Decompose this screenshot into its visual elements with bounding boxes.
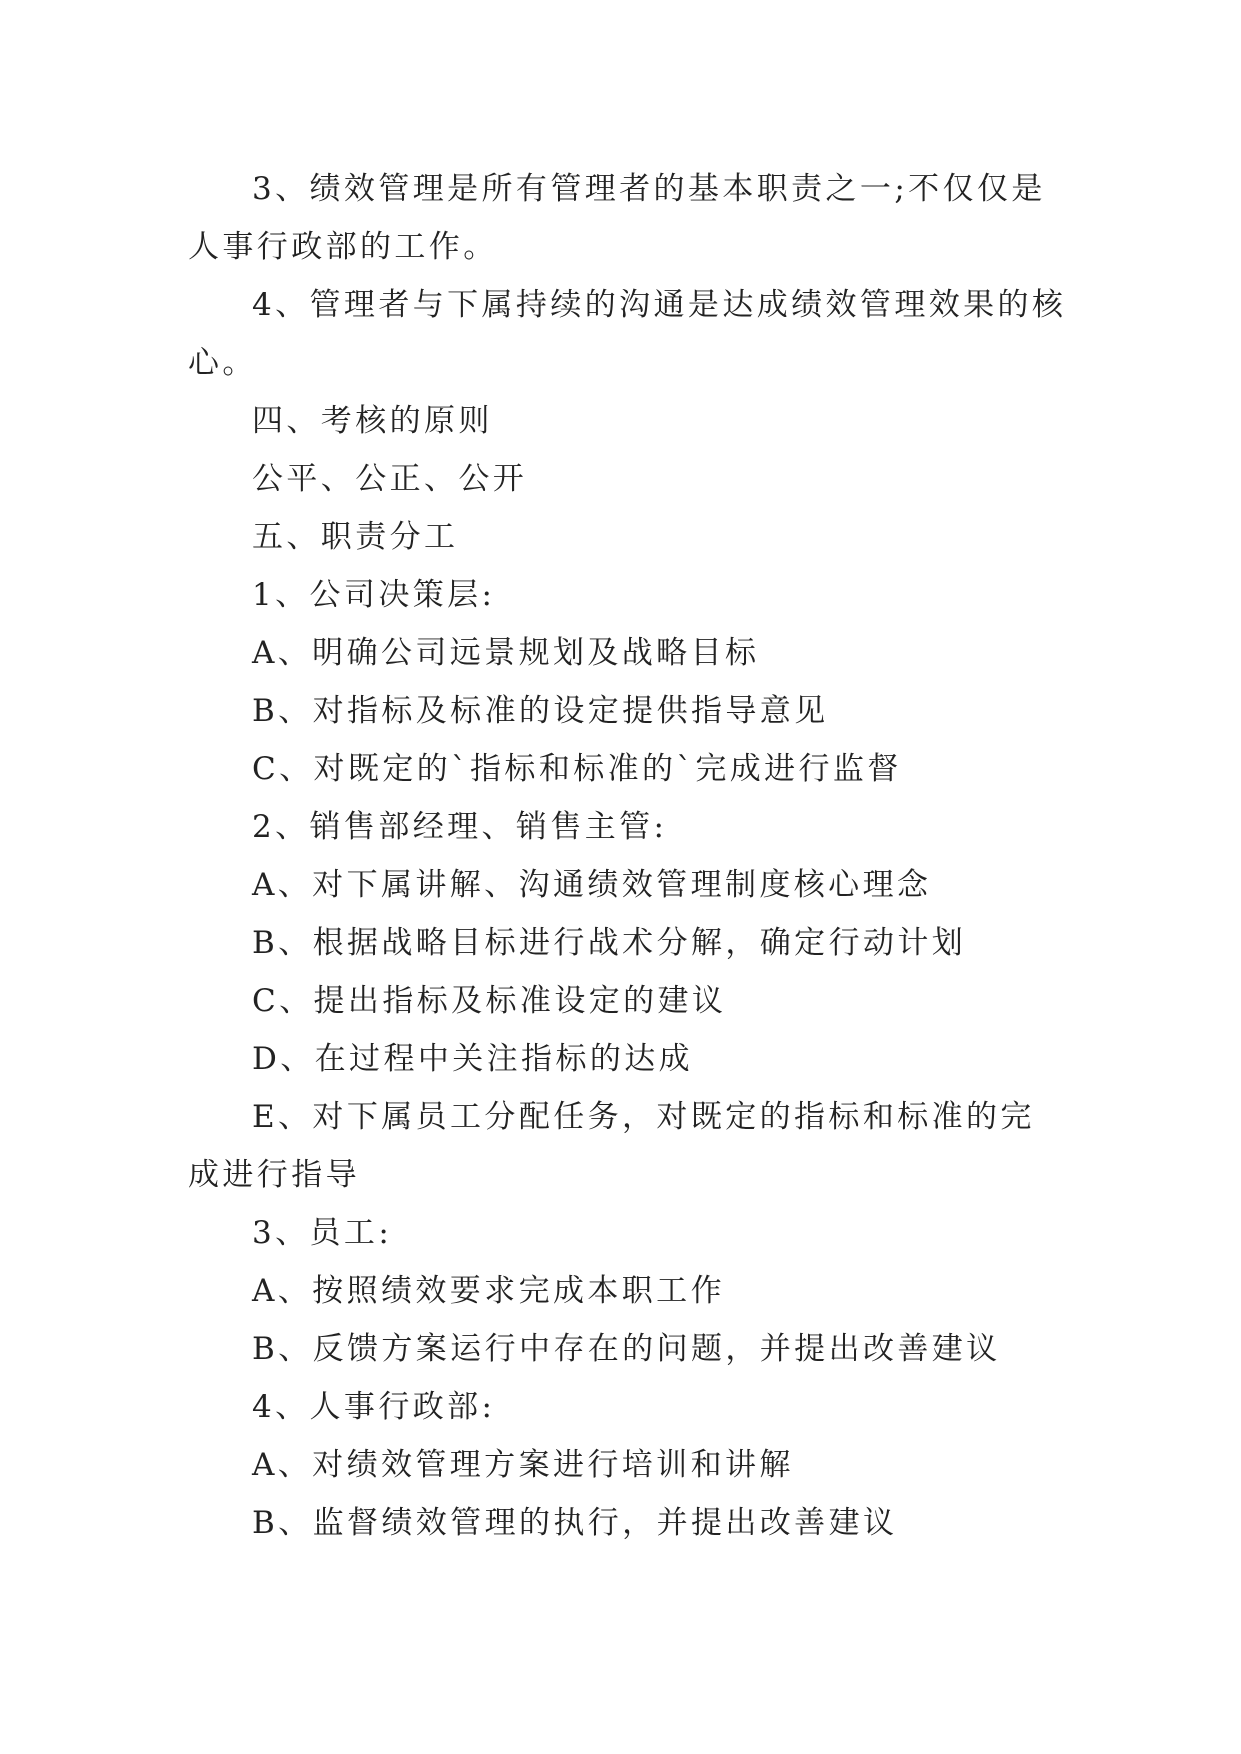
- subheading-sales-managers: 2、销售部经理、销售主管:: [252, 809, 668, 845]
- subheading-decision-layer: 1、公司决策层:: [252, 577, 496, 613]
- list-item: C、对既定的`指标和标准的`完成进行监督: [252, 751, 902, 787]
- list-item: B、监督绩效管理的执行，并提出改善建议: [252, 1505, 898, 1541]
- list-item: A、明确公司远景规划及战略目标: [252, 635, 760, 671]
- list-item: A、对下属讲解、沟通绩效管理制度核心理念: [252, 867, 932, 903]
- list-item: E、对下属员工分配任务，对既定的指标和标准的完成进行指导: [188, 1099, 1035, 1193]
- section-heading-responsibilities: 五、职责分工: [252, 519, 459, 555]
- paragraph-item-4-communication: 4、管理者与下属持续的沟通是达成绩效管理效果的核心。: [188, 287, 1067, 381]
- list-item: A、按照绩效要求完成本职工作: [252, 1273, 725, 1309]
- subheading-employees: 3、员工:: [252, 1215, 393, 1251]
- list-item: B、对指标及标准的设定提供指导意见: [252, 693, 829, 729]
- document-body: [188, 160, 1068, 1552]
- paragraph-principles: 公平、公正、公开: [252, 461, 528, 497]
- list-item: A、对绩效管理方案进行培训和讲解: [252, 1447, 794, 1483]
- list-item: C、提出指标及标准设定的建议: [252, 983, 727, 1019]
- list-item: B、反馈方案运行中存在的问题，并提出改善建议: [252, 1331, 1001, 1367]
- section-heading-assessment-principles: 四、考核的原则: [252, 403, 493, 439]
- list-item: D、在过程中关注指标的达成: [252, 1041, 694, 1077]
- paragraph-item-3-responsibility: 3、绩效管理是所有管理者的基本职责之一;不仅仅是人事行政部的工作。: [188, 171, 1046, 265]
- list-item: B、根据战略目标进行战术分解，确定行动计划: [252, 925, 967, 961]
- subheading-hr-admin: 4、人事行政部:: [252, 1389, 496, 1425]
